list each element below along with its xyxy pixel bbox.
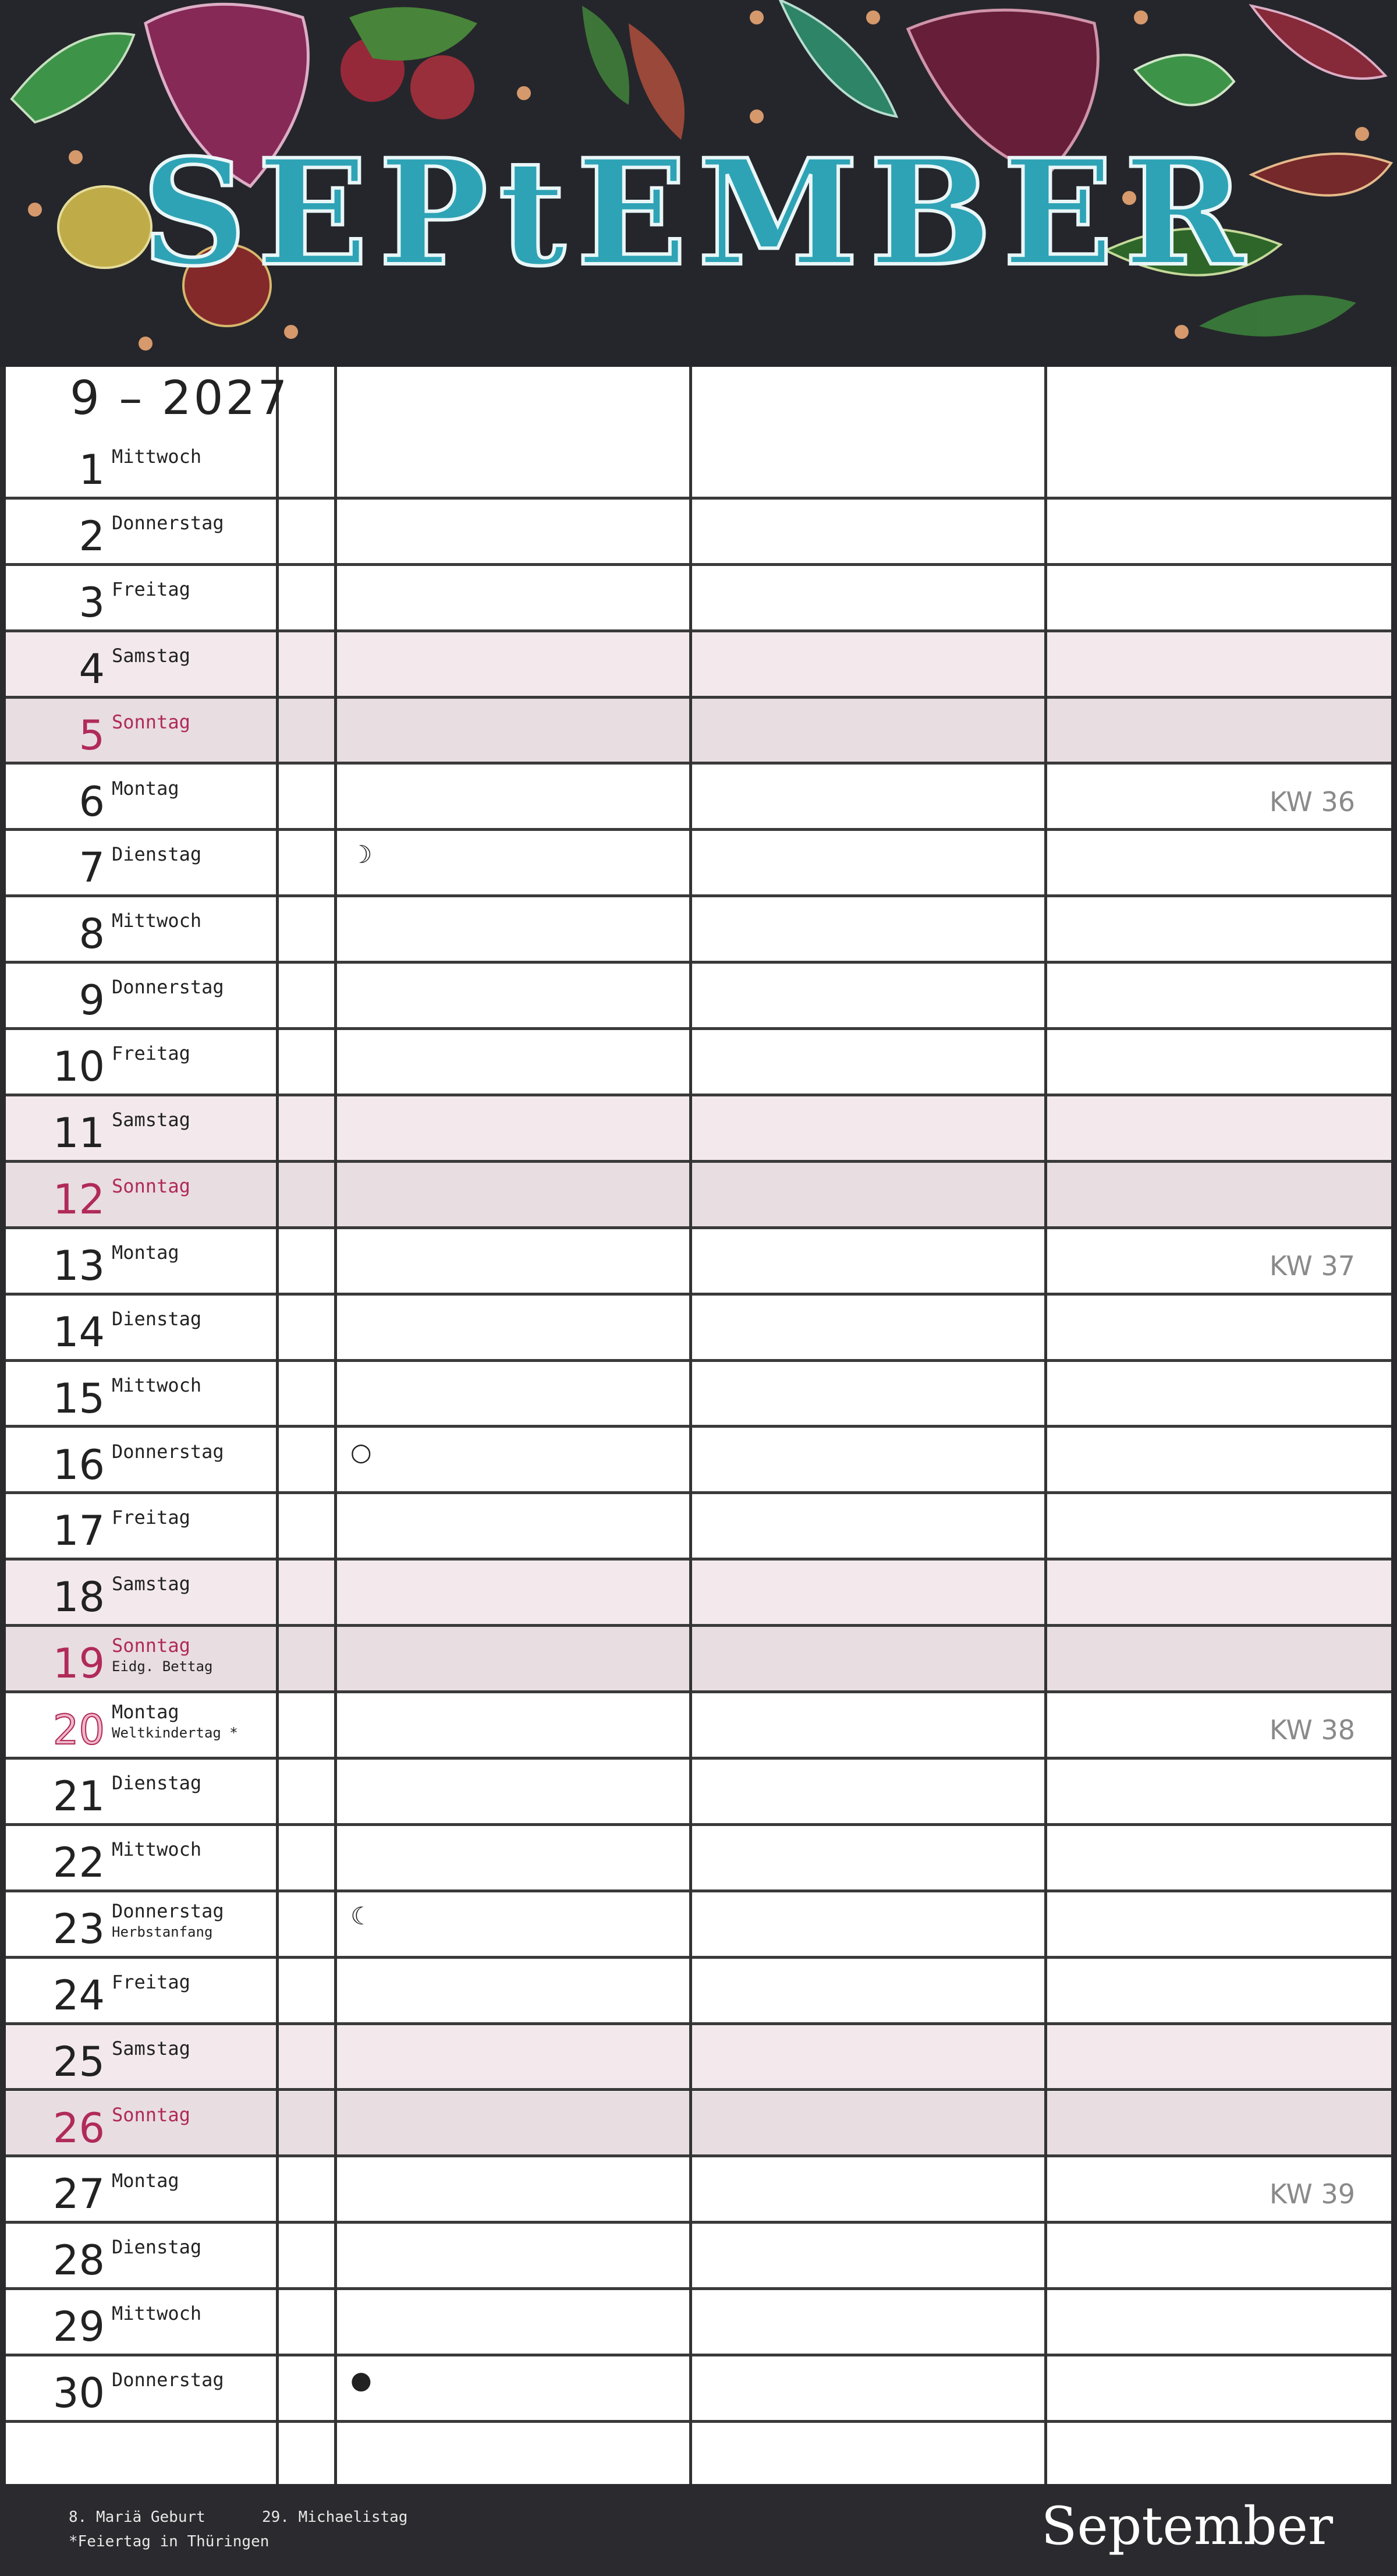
day-number: 17 [52,1507,105,1555]
day-row[interactable] [6,1362,1391,1428]
day-number: 22 [52,1838,105,1887]
day-row[interactable] [6,1693,1391,1760]
calendar-sheet [6,367,1391,2484]
moon-phase-icon: ☽ [350,840,373,869]
day-name: Sonntag [112,1634,190,1657]
day-name: Dienstag [112,1772,202,1794]
moon-phase-icon: ● [350,2366,372,2395]
day-number: 26 [52,2104,105,2152]
day-name: Mittwoch [112,1374,202,1396]
header-banner [0,0,1397,367]
day-number: 27 [52,2170,105,2218]
day-number: 28 [52,2237,105,2285]
day-number: 13 [52,1241,105,1290]
day-number: 30 [52,2369,105,2418]
day-number: 14 [52,1308,105,1356]
day-row[interactable] [6,433,1391,500]
day-note: Herbstanfang [112,1923,213,1940]
day-name: Dienstag [112,2236,202,2259]
day-row[interactable] [6,964,1391,1030]
day-row[interactable] [6,1760,1391,1826]
day-number: 8 [79,910,105,958]
day-number: 10 [52,1043,105,1091]
week-number: KW 39 [1269,2178,1355,2210]
day-row[interactable] [6,1163,1391,1229]
day-row[interactable] [6,2224,1391,2290]
month-title: SEPtEMBER [141,127,1256,298]
day-row[interactable] [6,2092,1391,2158]
week-number: KW 36 [1269,785,1355,818]
day-name: Donnerstag [112,1440,224,1463]
day-number: 4 [79,645,105,693]
day-row[interactable] [6,500,1391,566]
week-number: KW 37 [1269,1250,1355,1282]
day-row[interactable] [6,1096,1391,1163]
day-row[interactable] [6,765,1391,831]
day-name: Montag [112,1701,179,1724]
day-number: 12 [52,1175,105,1223]
day-row[interactable] [6,2356,1391,2423]
day-name: Samstag [112,1573,190,1595]
day-name: Samstag [112,1109,190,1131]
day-name: Montag [112,777,179,799]
day-number: 2 [79,512,105,560]
footer [0,2484,1397,2576]
day-name: Mittwoch [112,1838,202,1860]
day-name: Mittwoch [112,2302,202,2325]
day-name: Sonntag [112,2103,190,2126]
day-row[interactable] [6,1826,1391,1892]
day-number: 24 [52,1971,105,2019]
day-number: 5 [79,711,105,759]
day-number: 6 [79,777,105,826]
day-number: 9 [79,976,105,1025]
day-row[interactable] [6,1494,1391,1561]
day-name: Samstag [112,644,190,667]
day-row[interactable] [6,1428,1391,1495]
day-name: Freitag [112,1970,190,1993]
day-number: 3 [79,578,105,627]
footer-note: 8. Mariä Geburt [69,2508,205,2526]
day-row[interactable] [6,897,1391,964]
day-name: Sonntag [112,710,190,733]
day-number: 16 [52,1441,105,1489]
day-name: Samstag [112,2037,190,2060]
day-row[interactable] [6,1627,1391,1693]
month-year: 9 – 2027 [70,371,290,425]
day-name: Dienstag [112,1307,202,1330]
day-note: Eidg. Bettag [112,1658,213,1675]
day-name: Dienstag [112,843,202,866]
day-number: 21 [52,1772,105,1820]
moon-phase-icon: ☾ [350,1901,373,1930]
day-row[interactable] [6,1892,1391,1959]
moon-phase-icon: ○ [350,1437,372,1466]
day-number: 29 [52,2303,105,2351]
day-row[interactable] [6,632,1391,699]
footer-note: *Feiertag in Thüringen [69,2533,270,2550]
day-number: 23 [52,1905,105,1953]
week-number: KW 38 [1269,1714,1355,1746]
day-name: Sonntag [112,1174,190,1197]
day-number: 20 [52,1706,105,1754]
day-name: Montag [112,1241,179,1264]
day-row[interactable] [6,1229,1391,1296]
day-row[interactable] [6,2025,1391,2092]
day-row[interactable] [6,1561,1391,1627]
day-number: 7 [79,844,105,892]
day-row[interactable] [6,1030,1391,1096]
day-row[interactable] [6,1959,1391,2025]
day-name: Donnerstag [112,976,224,999]
footer-month-label: September [1041,2496,1333,2557]
day-name: Donnerstag [112,511,224,534]
day-name: Montag [112,2170,179,2192]
column-divider [276,367,279,2484]
day-name: Freitag [112,1506,190,1529]
day-name: Mittwoch [112,445,202,468]
day-number: 15 [52,1374,105,1423]
day-name: Donnerstag [112,2369,224,2391]
day-name: Mittwoch [112,910,202,932]
day-row[interactable] [6,1296,1391,1362]
day-name: Freitag [112,1042,190,1065]
day-number: 11 [52,1109,105,1157]
day-name: Freitag [112,578,190,600]
day-number: 19 [52,1640,105,1688]
column-divider [1044,367,1047,2484]
day-row[interactable] [6,699,1391,765]
column-divider [689,367,692,2484]
day-row[interactable] [6,831,1391,897]
day-note: Weltkindertag * [112,1725,238,1742]
column-divider [334,367,337,2484]
day-row[interactable] [6,2157,1391,2224]
footer-note: 29. Michaelistag [262,2508,408,2526]
day-number: 25 [52,2037,105,2086]
day-name: Donnerstag [112,1899,224,1922]
day-number: 1 [79,446,105,494]
day-row[interactable] [6,2290,1391,2356]
day-row[interactable] [6,566,1391,632]
day-number: 18 [52,1573,105,1622]
